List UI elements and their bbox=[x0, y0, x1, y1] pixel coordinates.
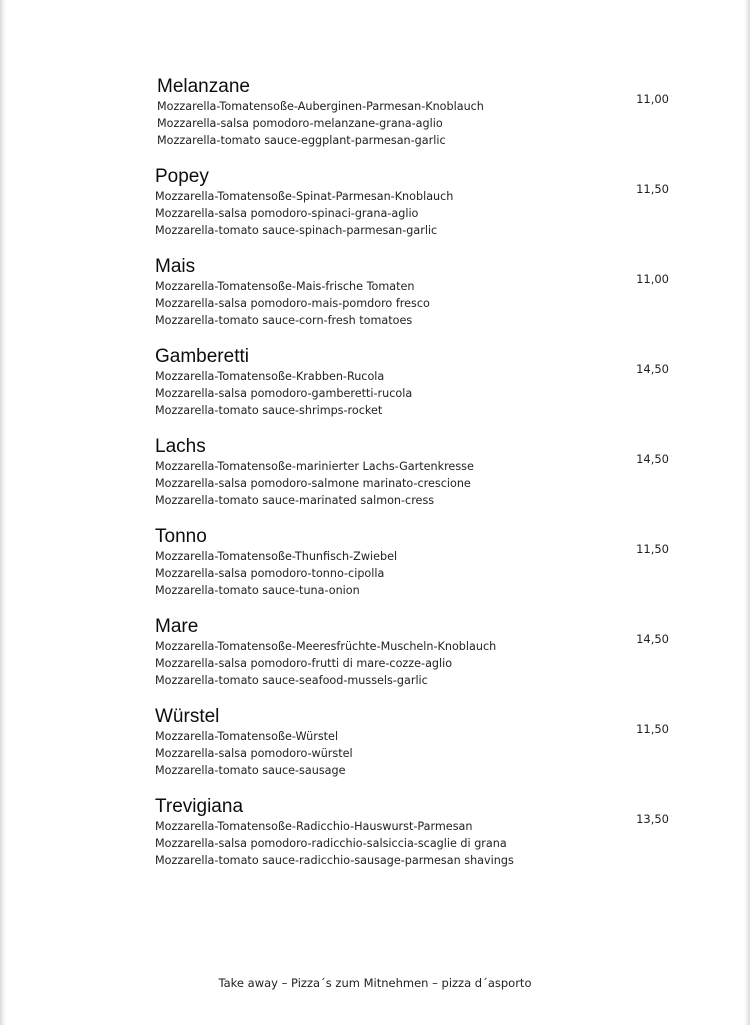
item-name: Mare bbox=[155, 616, 199, 637]
item-price: 11,50 bbox=[636, 182, 669, 196]
menu-item-wurstel bbox=[155, 706, 675, 796]
item-price: 11,50 bbox=[636, 722, 669, 736]
item-description-italian: Mozzarella-salsa pomodoro-radicchio-salsiccia-scaglie di grana bbox=[155, 837, 507, 850]
item-price: 14,50 bbox=[636, 452, 669, 466]
item-price: 11,00 bbox=[636, 92, 669, 106]
item-price: 11,00 bbox=[636, 272, 669, 286]
item-description-italian: Mozzarella-salsa pomodoro-tonno-cipolla bbox=[155, 567, 385, 580]
item-description-german: Mozzarella-Tomatensoße-Würstel bbox=[155, 730, 339, 743]
item-description-english: Mozzarella-tomato sauce-corn-fresh tomatoes bbox=[155, 314, 413, 327]
item-name: Mais bbox=[155, 256, 196, 277]
item-description-german: Mozzarella-Tomatensoße-Spinat-Parmesan-Knoblauch bbox=[155, 190, 454, 203]
item-description-english: Mozzarella-tomato sauce-seafood-mussels-garlic bbox=[155, 674, 428, 687]
item-name: Trevigiana bbox=[155, 796, 244, 817]
menu-item-gamberetti bbox=[155, 346, 675, 436]
item-description-italian: Mozzarella-salsa pomodoro-gamberetti-rucola bbox=[155, 387, 413, 400]
menu-item-mare bbox=[155, 616, 675, 706]
menu-item-popey bbox=[155, 166, 675, 256]
page-edge-right bbox=[744, 0, 750, 1025]
item-description-german: Mozzarella-Tomatensoße-Krabben-Rucola bbox=[155, 370, 385, 383]
menu-item-lachs bbox=[155, 436, 675, 526]
menu-item-tonno bbox=[155, 526, 675, 616]
item-price: 14,50 bbox=[636, 632, 669, 646]
item-description-italian: Mozzarella-salsa pomodoro-melanzane-grana-aglio bbox=[157, 117, 443, 130]
item-description-italian: Mozzarella-salsa pomodoro-mais-pomdoro fresco bbox=[155, 297, 430, 310]
item-name: Tonno bbox=[155, 526, 207, 547]
item-description-english: Mozzarella-tomato sauce-spinach-parmesan-garlic bbox=[155, 224, 438, 237]
item-price: 13,50 bbox=[636, 812, 669, 826]
page-footer: Take away – Pizza´s zum Mitnehmen – pizza d´asporto bbox=[218, 976, 532, 990]
item-description-italian: Mozzarella-salsa pomodoro-frutti di mare-cozze-aglio bbox=[155, 657, 453, 670]
item-description-english: Mozzarella-tomato sauce-tuna-onion bbox=[155, 584, 360, 597]
item-description-german: Mozzarella-Tomatensoße-Thunfisch-Zwiebel bbox=[155, 550, 398, 563]
item-name: Popey bbox=[155, 166, 209, 187]
item-description-german: Mozzarella-Tomatensoße-Radicchio-Hauswurst-Parmesan bbox=[155, 820, 473, 833]
item-description-english: Mozzarella-tomato sauce-eggplant-parmesan-garlic bbox=[157, 134, 446, 147]
menu-list bbox=[155, 76, 675, 886]
item-name: Lachs bbox=[155, 436, 206, 457]
item-description-english: Mozzarella-tomato sauce-radicchio-sausage-parmesan shavings bbox=[155, 854, 514, 867]
item-price: 14,50 bbox=[636, 362, 669, 376]
item-description-english: Mozzarella-tomato sauce-sausage bbox=[155, 764, 346, 777]
item-description-italian: Mozzarella-salsa pomodoro-würstel bbox=[155, 747, 353, 760]
item-description-italian: Mozzarella-salsa pomodoro-spinaci-grana-aglio bbox=[155, 207, 419, 220]
item-description-german: Mozzarella-Tomatensoße-marinierter Lachs-Gartenkresse bbox=[155, 460, 474, 473]
item-name: Würstel bbox=[155, 706, 220, 727]
item-description-english: Mozzarella-tomato sauce-shrimps-rocket bbox=[155, 404, 383, 417]
page-edge-left bbox=[0, 0, 6, 1025]
item-description-german: Mozzarella-Tomatensoße-Auberginen-Parmesan-Knoblauch bbox=[157, 100, 484, 113]
item-description-german: Mozzarella-Tomatensoße-Mais-frische Tomaten bbox=[155, 280, 415, 293]
item-name: Melanzane bbox=[157, 76, 250, 97]
item-price: 11,50 bbox=[636, 542, 669, 556]
item-description-english: Mozzarella-tomato sauce-marinated salmon-cress bbox=[155, 494, 435, 507]
item-description-italian: Mozzarella-salsa pomodoro-salmone marinato-crescione bbox=[155, 477, 471, 490]
item-name: Gamberetti bbox=[155, 346, 249, 367]
menu-item-mais bbox=[155, 256, 675, 346]
menu-item-trevigiana bbox=[155, 796, 675, 886]
menu-item-melanzane bbox=[155, 76, 675, 166]
item-description-german: Mozzarella-Tomatensoße-Meeresfrüchte-Muscheln-Knoblauch bbox=[155, 640, 497, 653]
